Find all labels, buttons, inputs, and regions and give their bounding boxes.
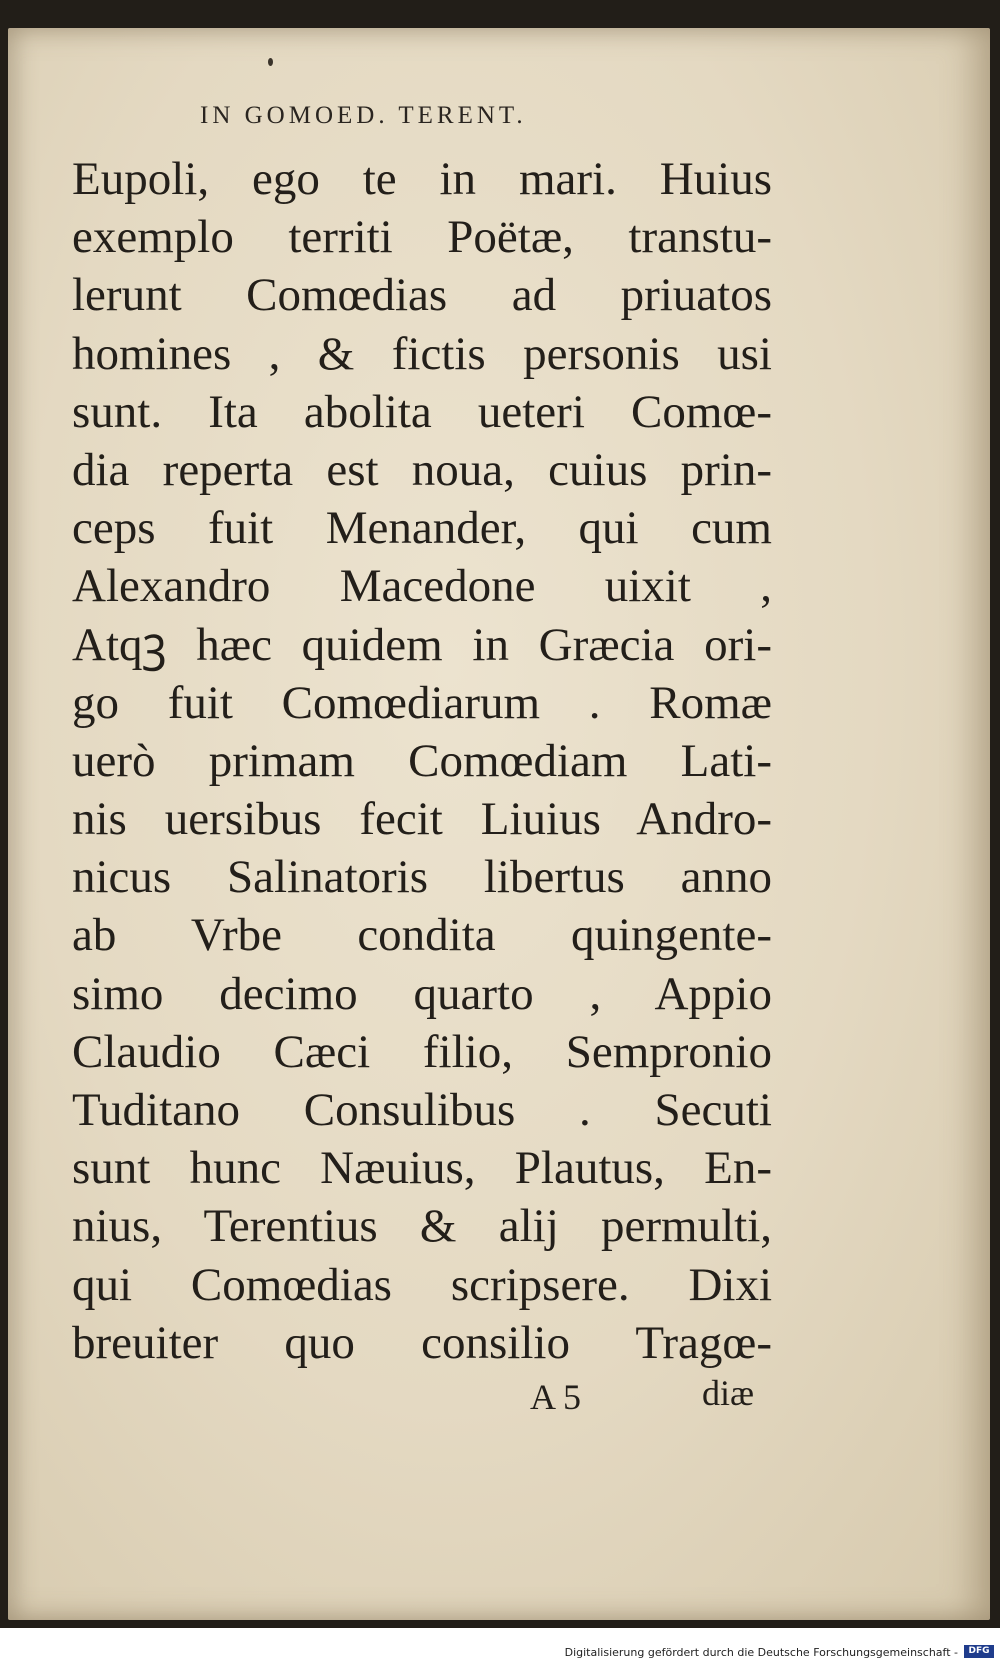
text-line: nis uersibus fecit Liuius Andro- bbox=[72, 793, 772, 846]
text-line: homines , & fictis personis usi bbox=[72, 327, 772, 380]
text-line: Alexandro Macedone uixit , bbox=[72, 560, 772, 613]
dfg-logo: DFG bbox=[964, 1645, 994, 1658]
text-line: Eupoli, ego te in mari. Huius bbox=[72, 153, 772, 205]
text-line: nius, Terentius & alij permulti, bbox=[72, 1200, 772, 1253]
text-line: dia reperta est noua, cuius prin- bbox=[72, 443, 772, 496]
text-line: go fuit Comœdiarum . Romæ bbox=[72, 676, 772, 729]
signature-mark: A 5 bbox=[530, 1377, 582, 1417]
text-line: uerò primam Comœdiam Lati- bbox=[72, 734, 772, 787]
body-text bbox=[72, 150, 772, 1372]
text-line: exemplo territi Poëtæ, transtu- bbox=[72, 211, 772, 264]
text-line: qui Comœdias scripsere. Dixi bbox=[72, 1258, 772, 1311]
text-line: breuiter quo consilio Tragœ- bbox=[72, 1316, 772, 1369]
text-line: ab Vrbe condita quingente- bbox=[72, 909, 772, 962]
text-line: Tuditano Consulibus . Secuti bbox=[72, 1084, 772, 1136]
digitization-credit: Digitalisierung gefördert durch die Deutsche Forschungsgemeinschaft - bbox=[564, 1646, 958, 1659]
text-line: nicus Salinatoris libertus anno bbox=[72, 851, 772, 904]
text-line: lerunt Comœdias ad priuatos bbox=[72, 269, 772, 322]
text-line: Claudio Cæci filio, Sempronio bbox=[72, 1025, 772, 1078]
running-head: IN GOMOED. TERENT. bbox=[200, 102, 527, 129]
text-line: ceps fuit Menander, qui cum bbox=[72, 502, 772, 555]
text-line: sunt. Ita abolita ueteri Comœ- bbox=[72, 385, 772, 438]
ink-mark bbox=[268, 58, 273, 66]
catchword: diæ bbox=[702, 1373, 755, 1413]
text-line: sunt hunc Næuius, Plautus, En- bbox=[72, 1142, 772, 1195]
text-line: simo decimo quarto , Appio bbox=[72, 967, 772, 1020]
text-line: Atqꝫ hæc quidem in Græcia ori- bbox=[72, 618, 772, 671]
